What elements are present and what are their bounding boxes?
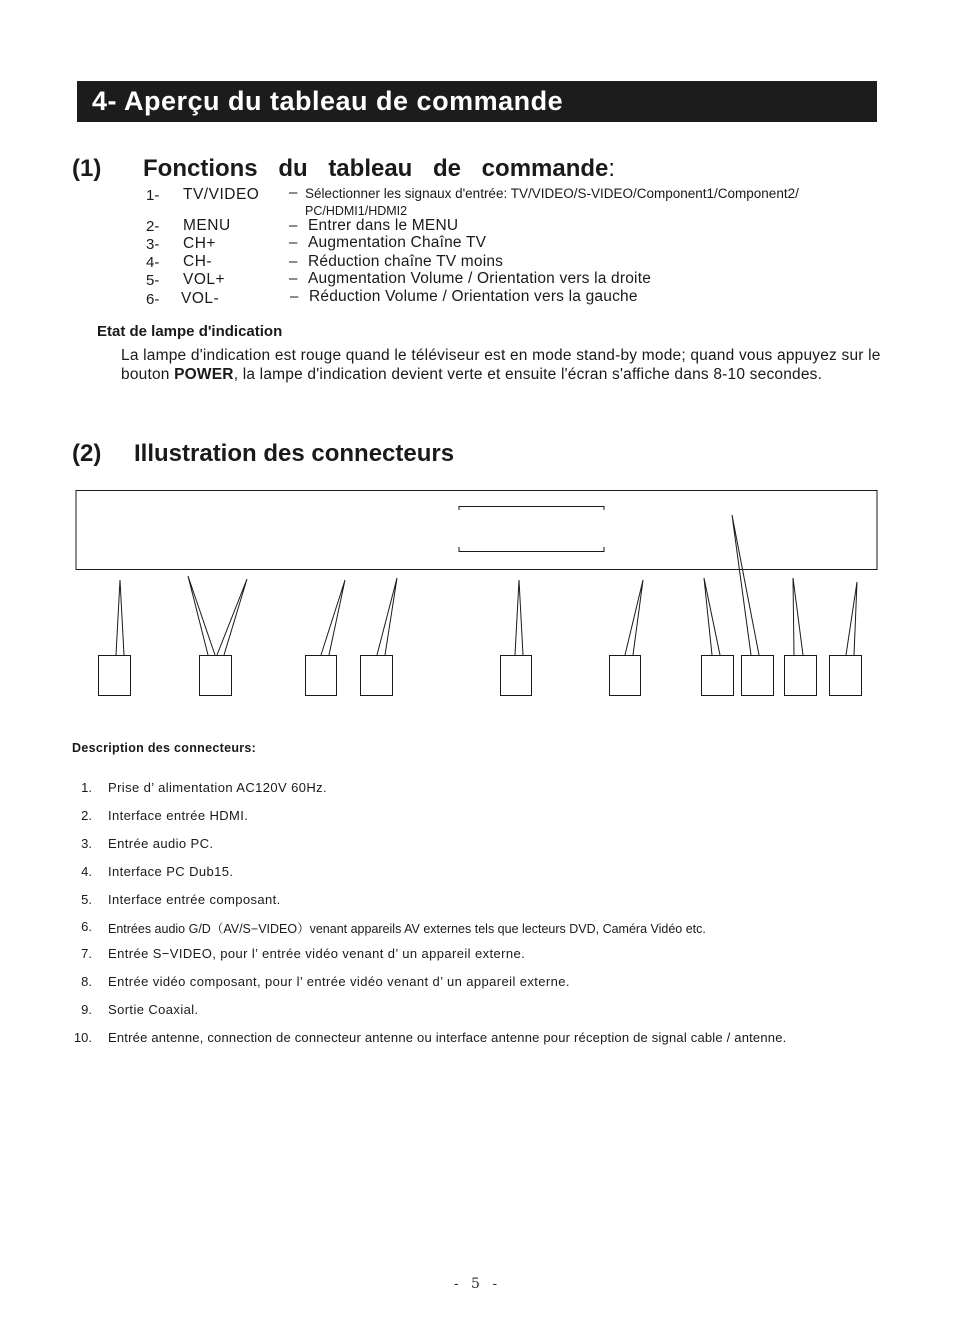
function-key: VOL- — [181, 290, 220, 307]
callout-pointer-6 — [625, 580, 643, 655]
function-dash: – — [289, 184, 298, 201]
callout-pointer-5 — [515, 580, 523, 655]
callout-box-4 — [361, 656, 393, 696]
function-number: 2- — [146, 218, 160, 235]
connector-number: 5. — [81, 892, 92, 907]
function-key: MENU — [183, 217, 231, 234]
connector-number: 1. — [81, 780, 92, 795]
function-dash: – — [289, 234, 298, 251]
connector-description: Entrée antenne, connection de connecteur antenne ou interface antenne pour réception de signal cable / antenne. — [108, 1030, 787, 1045]
function-key: CH+ — [183, 235, 216, 252]
connector-description: Sortie Coaxial. — [108, 1002, 199, 1017]
callout-box-7 — [702, 656, 734, 696]
connector-description: Interface entrée HDMI. — [108, 808, 249, 823]
connector-number: 8. — [81, 974, 92, 989]
function-description: Réduction chaîne TV moins — [308, 253, 504, 270]
panel-bracket-bottom — [459, 547, 604, 552]
tv-rear-panel — [76, 491, 877, 570]
lamp-heading: Etat de lampe d'indication — [97, 323, 283, 340]
section1-title-colon: : — [608, 155, 616, 182]
connector-number: 3. — [81, 836, 92, 851]
callout-box-9 — [785, 656, 817, 696]
callout-pointer-2b — [217, 579, 247, 655]
callout-pointer-1 — [116, 580, 124, 655]
panel-bracket-top — [459, 507, 604, 511]
function-number: 4- — [146, 254, 160, 271]
callout-pointer-3 — [321, 580, 345, 655]
section1-title-text: Fonctions du tableau de commande — [143, 155, 609, 182]
function-number: 5- — [146, 272, 160, 289]
connector-description-heading: Description des connecteurs: — [72, 741, 257, 755]
function-number: 3- — [146, 236, 160, 253]
connector-description: Entrées audio G/D（AV/S−VIDEO）venant appareils AV externes tels que lecteurs DVD, Caméra Vidéo etc. — [108, 922, 706, 936]
callout-pointer-9 — [793, 578, 803, 655]
function-description: Entrer dans le MENU — [308, 217, 459, 234]
callout-box-10 — [830, 656, 862, 696]
connector-number: 4. — [81, 864, 92, 879]
page-number: - 5 - — [453, 1276, 502, 1292]
callout-box-3 — [306, 656, 337, 696]
lamp-text: La lampe d'indication est rouge quand le téléviseur est en mode stand-by mode; quand vous appuyez sur le bouton — [121, 347, 881, 383]
connector-description: Entrée S−VIDEO, pour l’ entrée vidéo venant d’ un appareil externe. — [108, 946, 526, 961]
callout-pointer-7 — [704, 578, 720, 655]
section1-number: (1) — [72, 155, 102, 182]
function-number: 6- — [146, 291, 160, 308]
callout-pointer-8 — [732, 515, 759, 655]
connector-description: Entrée audio PC. — [108, 836, 214, 851]
callout-box-2 — [200, 656, 232, 696]
function-dash: – — [289, 253, 298, 270]
connector-number: 2. — [81, 808, 92, 823]
connector-description: Prise d’ alimentation AC120V 60Hz. — [108, 780, 328, 795]
function-description-cont: PC/HDMI1/HDMI2 — [305, 204, 408, 218]
section2-title: Illustration des connecteurs — [134, 440, 455, 467]
power-keyword: POWER — [174, 365, 234, 383]
function-description: Augmentation Chaîne TV — [308, 234, 487, 251]
function-number: 1- — [146, 187, 160, 204]
chapter-title: 4- Aperçu du tableau de commande — [92, 86, 564, 116]
function-dash: – — [289, 217, 298, 234]
function-key: TV/VIDEO — [183, 186, 260, 203]
lamp-text-end: , la lampe d'indication devient verte et ensuite l'écran s'affiche dans 8-10 secondes. — [233, 365, 823, 383]
function-key: VOL+ — [183, 271, 226, 288]
function-key: CH- — [183, 253, 213, 270]
callout-pointer-2a — [188, 576, 215, 655]
function-description: Réduction Volume / Orientation vers la gauche — [309, 288, 638, 305]
connector-description: Interface entrée composant. — [108, 892, 281, 907]
connector-number: 10. — [73, 1030, 92, 1045]
connector-description: Interface PC Dub15. — [108, 864, 234, 879]
connector-number: 7. — [81, 946, 92, 961]
connector-description: Entrée vidéo composant, pour l’ entrée vidéo venant d’ un appareil externe. — [108, 974, 570, 989]
section2-number: (2) — [72, 440, 102, 467]
callout-pointer-4 — [377, 578, 397, 655]
callout-box-6 — [610, 656, 641, 696]
callout-box-5 — [501, 656, 532, 696]
callout-pointer-10 — [846, 582, 857, 655]
function-description: Augmentation Volume / Orientation vers la droite — [308, 270, 652, 287]
connector-number: 9. — [81, 1002, 92, 1017]
function-dash: – — [289, 270, 298, 287]
connector-number: 6. — [81, 919, 92, 934]
callout-box-1 — [99, 656, 131, 696]
callout-box-8 — [742, 656, 774, 696]
function-description: Sélectionner les signaux d'entrée: TV/VIDEO/S-VIDEO/Component1/Component2/ — [305, 186, 799, 201]
function-dash: – — [290, 288, 299, 305]
